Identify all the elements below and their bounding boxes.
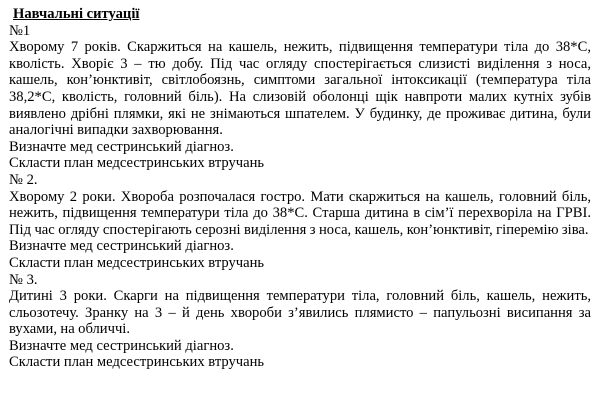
task-question-diagnosis: Визначте мед сестринський діагноз.: [9, 138, 234, 155]
task-question-plan: Скласти план медсестринських втручань: [9, 354, 265, 371]
task-question-diagnosis: Визначте мед сестринський діагноз.: [9, 238, 234, 255]
task-question-plan: Скласти план медсестринських втручань: [9, 155, 265, 172]
task-question-plan: Скласти план медсестринських втручань: [9, 254, 265, 271]
task-2: [9, 172, 591, 272]
task-number: № 2.: [9, 171, 38, 188]
task-text: Дитині 3 роки. Скарги на підвищення температури тіла, головний біль, кашель, нежить, сльозотечу. Зранку на 3 – й день хвороби з’явились плямисто – папульозні висипання за вухами, на обличчі.: [9, 288, 591, 338]
page-title: Навчальні ситуації: [13, 6, 140, 22]
task-question-diagnosis: Визначте мед сестринський діагноз.: [9, 337, 234, 354]
task-number: №1: [9, 22, 31, 39]
task-number: № 3.: [9, 271, 38, 288]
task-text: Хворому 7 років. Скаржиться на кашель, нежить, підвищення температури тіла до 38*С, кволість. Хворіє 3 – тю добу. Під час огляду спостерігається слизисті виділення з носа, кашель, кон’юнктивіт, світлобоязнь, симптоми загальної інтоксикації (температура тіла 38,2*С, кволість, головний біль). На слизовій оболонці щік навпроти малих кутніх зубів виявлено дрібні плямки, які не знімаються шпателем. У будинку, де проживає дитина, були аналогічні випадки захворювання.: [9, 39, 591, 139]
task-3: [9, 272, 591, 372]
task-text: Хворому 2 роки. Хвороба розпочалася гостро. Мати скаржиться на кашель, головний біль, нежить, підвищення температури тіла до 38*С. Старша дитина в сім’ї перехворіла на ГРВІ. Під час огляду спостерігають серозні виділення з носа, кашель, кон’юнктивіт, гіперемію зіва.: [9, 188, 591, 238]
task-1: [9, 23, 591, 172]
